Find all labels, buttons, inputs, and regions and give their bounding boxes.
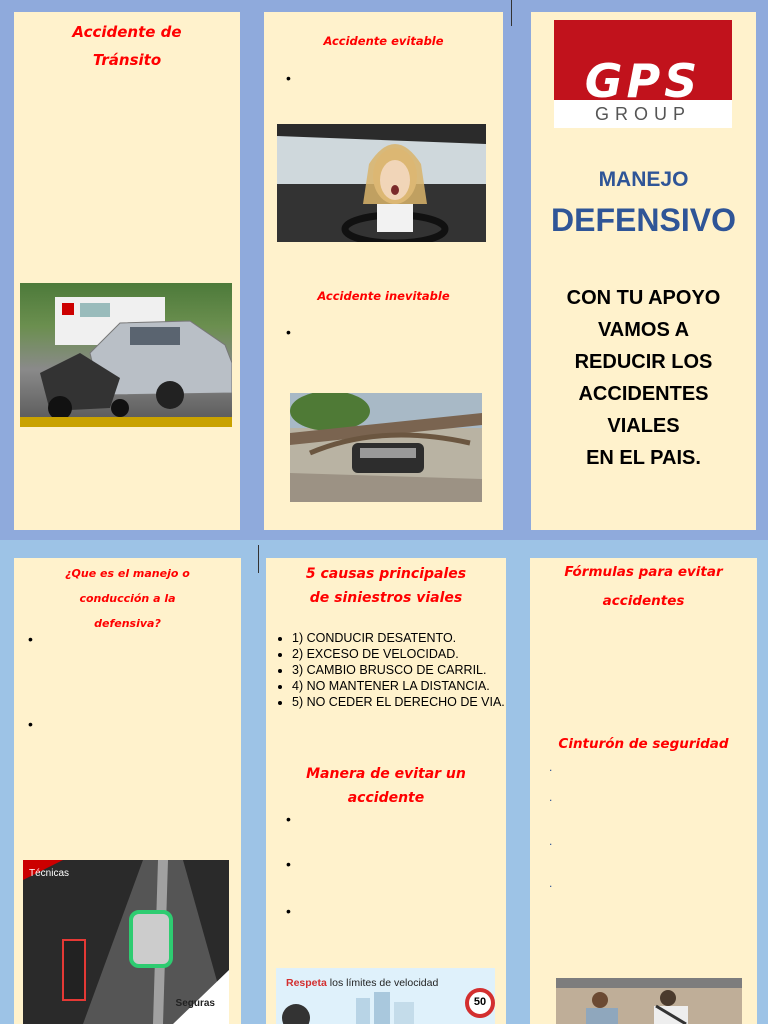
panel-title bbox=[14, 18, 240, 74]
title-line: Tránsito bbox=[92, 51, 162, 69]
bullet: • bbox=[28, 716, 33, 732]
seatbelt-photo bbox=[556, 978, 742, 1024]
message-line: REDUCIR LOS bbox=[574, 351, 713, 373]
causes-list bbox=[266, 630, 506, 710]
speed-limit-sign: 50 bbox=[473, 996, 487, 1008]
car-crash-photo bbox=[20, 283, 232, 427]
inevitable-title: Accidente inevitable bbox=[317, 289, 450, 303]
defensive-driving-image bbox=[23, 860, 229, 1024]
title-line: de siniestros viales bbox=[309, 590, 463, 606]
bullet: • bbox=[286, 324, 291, 340]
driver-illustration bbox=[277, 124, 486, 242]
title-line: Accidente de bbox=[72, 23, 182, 41]
cause-item: • 5) NO CEDER EL DERECHO DE VIA. bbox=[292, 694, 506, 710]
cause-item: • 3) CAMBIO BRUSCO DE CARRIL. bbox=[292, 662, 506, 678]
bullet-dot: . bbox=[549, 790, 553, 804]
image-caption-bottom: Seguras bbox=[175, 998, 215, 1009]
bullet: • bbox=[286, 903, 291, 919]
cause-item: • 4) NO MANTENER LA DISTANCIA. bbox=[292, 678, 506, 694]
speed-limit-illustration bbox=[276, 968, 495, 1024]
fallen-tree-illustration bbox=[290, 393, 482, 502]
panel-title bbox=[530, 558, 757, 616]
panel-causas bbox=[266, 558, 506, 1024]
logo-text: GPS bbox=[584, 54, 702, 108]
message-line: CON TU APOYO bbox=[566, 287, 721, 309]
message-line: VAMOS A bbox=[597, 319, 690, 341]
fold-line bbox=[258, 545, 259, 573]
defensivo-heading: DEFENSIVO bbox=[551, 202, 736, 238]
speed-limit-image bbox=[276, 968, 495, 1024]
bullet: • bbox=[286, 811, 291, 827]
panel-cover bbox=[531, 12, 756, 530]
cinturon-title: Cinturón de seguridad bbox=[558, 736, 729, 752]
title-line: 5 causas principales bbox=[305, 566, 467, 582]
panel-formulas bbox=[530, 558, 757, 1024]
panel-accidente-transito bbox=[14, 12, 240, 530]
message-line: VIALES bbox=[607, 415, 680, 437]
manera-title bbox=[266, 762, 506, 810]
title-line: defensiva? bbox=[94, 617, 161, 630]
bullet: • bbox=[286, 70, 291, 86]
bullet-dot: . bbox=[549, 834, 553, 848]
message-line: ACCIDENTES bbox=[578, 383, 709, 405]
car-crash-illustration bbox=[20, 283, 232, 427]
bullet-dot: . bbox=[549, 760, 553, 774]
message-line: EN EL PAIS. bbox=[586, 447, 701, 469]
title-line: conducción a la bbox=[79, 592, 176, 605]
bullet: • bbox=[28, 631, 33, 647]
bullet: • bbox=[286, 856, 291, 872]
woman-driving-photo bbox=[277, 124, 486, 242]
panel-accidentes bbox=[264, 12, 503, 530]
caption-rest: los límites de velocidad bbox=[326, 977, 439, 989]
panel-title bbox=[266, 562, 506, 610]
bullet-dot: . bbox=[549, 876, 553, 890]
title-line: accidente bbox=[347, 790, 425, 806]
fold-line bbox=[511, 0, 512, 26]
title-line: accidentes bbox=[602, 593, 685, 609]
manejo-heading: MANEJO bbox=[598, 168, 689, 191]
logo-subtext: GROUP bbox=[594, 104, 691, 124]
support-message bbox=[531, 282, 756, 474]
title-line: Fórmulas para evitar bbox=[564, 564, 723, 580]
caption-bold: Respeta bbox=[286, 977, 327, 989]
image-caption-top: Técnicas bbox=[29, 868, 70, 879]
cause-item: • 2) EXCESO DE VELOCIDAD. bbox=[292, 646, 506, 662]
title-line: Manera de evitar un bbox=[306, 766, 466, 782]
title-line: ¿Que es el manejo o bbox=[65, 567, 190, 580]
panel-manejo-defensiva bbox=[14, 558, 241, 1024]
seatbelt-illustration bbox=[556, 978, 742, 1024]
evitable-title: Accidente evitable bbox=[323, 34, 444, 48]
panel-title bbox=[14, 561, 241, 636]
cause-item: • 1) CONDUCIR DESATENTO. bbox=[292, 630, 506, 646]
gps-group-logo bbox=[554, 20, 732, 128]
fallen-tree-photo bbox=[290, 393, 482, 502]
